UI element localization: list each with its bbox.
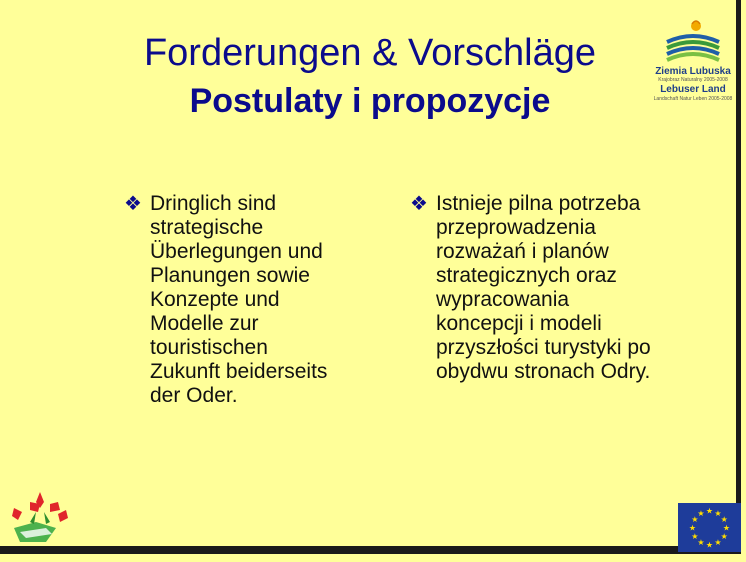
eu-star-icon: ★	[688, 523, 697, 533]
title-german: Forderungen & Vorschläge	[143, 32, 597, 74]
eu-star-icon: ★	[697, 538, 705, 548]
eu-star-icon: ★	[720, 515, 728, 524]
eu-flag-icon	[678, 503, 741, 552]
diamond-bullet-icon: ❖	[410, 193, 428, 215]
diamond-bullet-icon: ❖	[124, 193, 142, 215]
ziemia-lubuska-logo	[651, 18, 735, 124]
eu-star-icon: ★	[697, 508, 705, 518]
eu-star-icon: ★	[705, 506, 714, 516]
eu-star-icon: ★	[691, 515, 699, 524]
column-polish-text: Istnieje pilna potrzeba przeprowadzenia rozważań i planów strategicznych oraz wypracowania koncepcji i modeli przyszłości turystyki po obydwu stronach Odry.	[436, 192, 651, 383]
column-german	[124, 192, 339, 408]
logo-subtitle-pl: Krajobraz Naturalny 2005-2008	[658, 77, 728, 83]
eu-star-icon: ★	[705, 540, 714, 550]
eu-star-icon: ★	[722, 523, 731, 533]
eu-star-icon: ★	[720, 532, 728, 541]
title-polish: Postulaty i propozycje	[189, 82, 551, 120]
logo-name-de: Lebuser Land	[660, 84, 726, 95]
logo-subtitle-de: Landschaft Natur Leben 2005-2008	[653, 96, 733, 102]
eu-star-icon: ★	[691, 532, 699, 541]
eu-star-icon: ★	[714, 538, 722, 548]
flowers-handshake-icon	[6, 488, 72, 548]
logo-graphic-icon	[651, 18, 735, 66]
eu-star-icon: ★	[714, 508, 722, 518]
column-german-text: Dringlich sind strategische Überlegungen und Planungen sowie Konzepte und Modelle zur touristischen Zukunft beiderseits der Oder.	[150, 192, 328, 407]
column-polish	[410, 192, 660, 384]
logo-name-pl: Ziemia Lubuska	[655, 66, 731, 77]
